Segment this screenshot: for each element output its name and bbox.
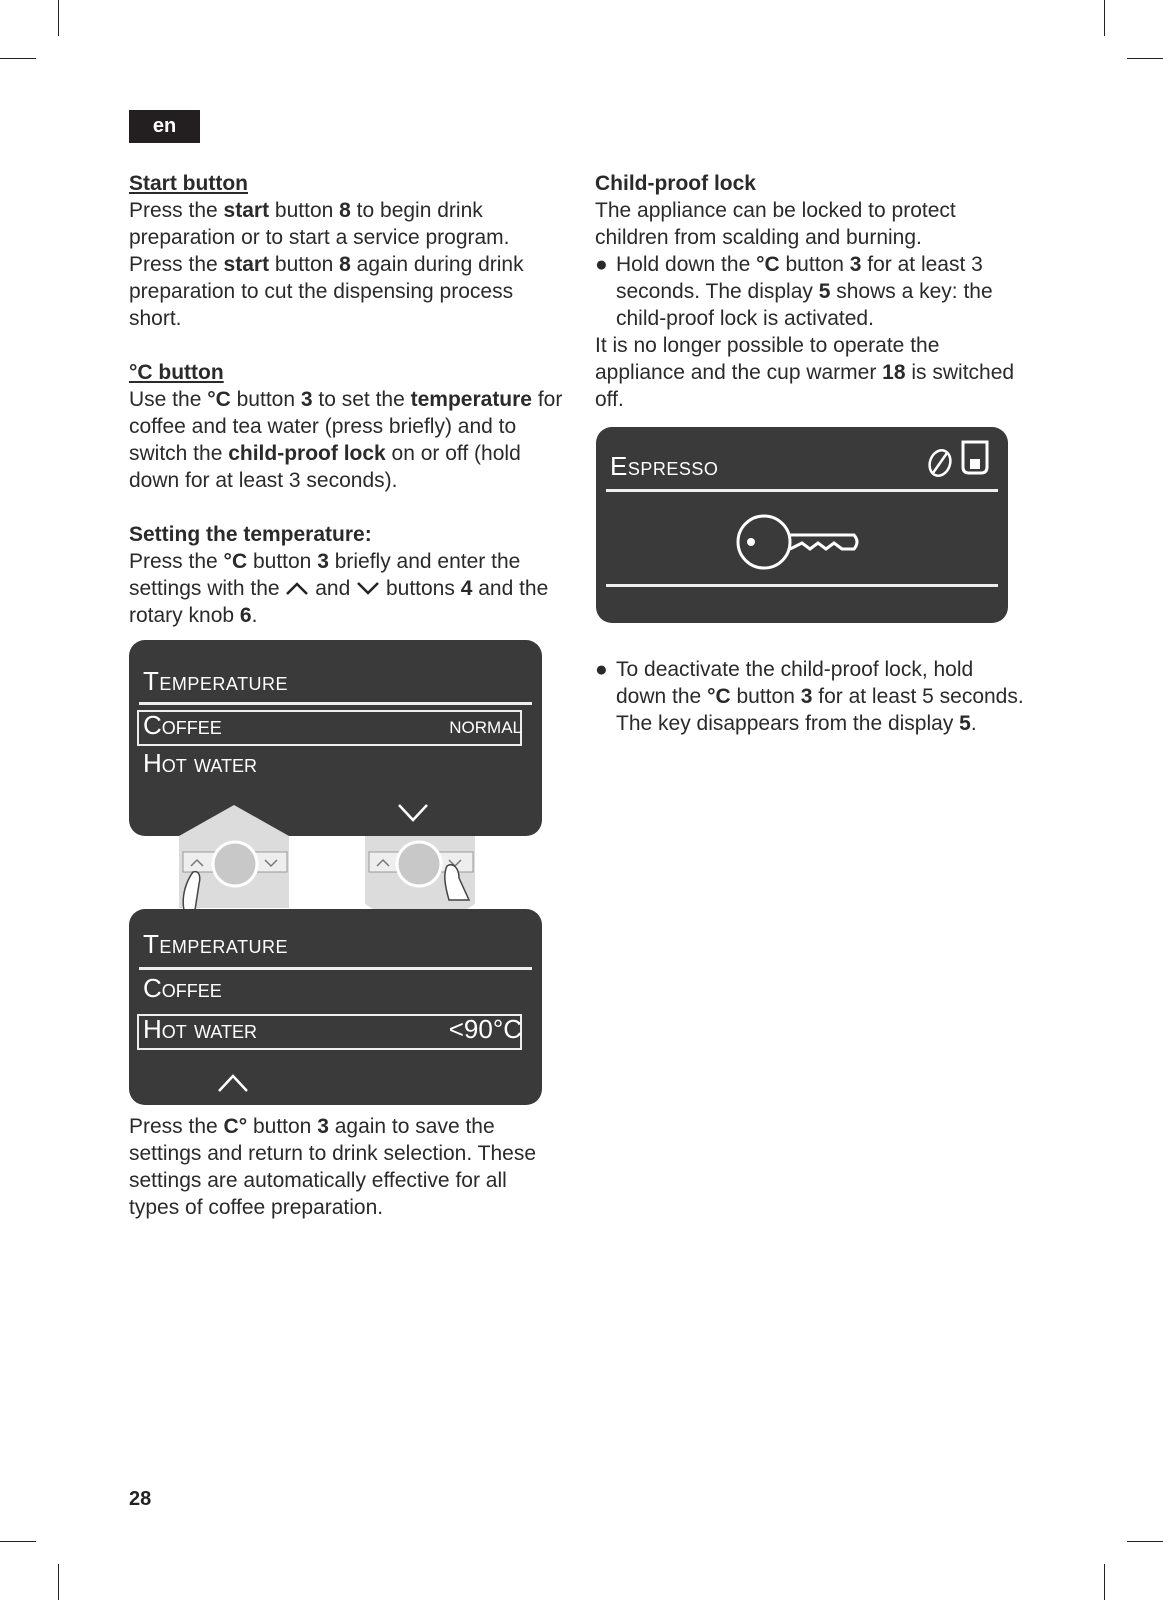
- crop-mark: [1127, 1541, 1163, 1542]
- hot-water-row-label: Hot water: [143, 1014, 257, 1044]
- hot-water-row-value: <90°C: [448, 1014, 522, 1044]
- save-settings-paragraph: Press the C° button 3 again to save the settings and return to drink selection. These settings are automatically effective for all types of coffee preparation.: [129, 1115, 537, 1219]
- c-button-paragraph: Use the °C button 3 to set the temperature for coffee and tea water (press briefly) and to switch the child-proof lock on or off (hold down for at least 3 seconds).: [129, 388, 563, 492]
- start-button-heading: Start button: [129, 172, 248, 195]
- hot-water-row-label: Hot water: [143, 748, 257, 778]
- pointer-up-shape: [179, 805, 289, 836]
- right-column: [595, 170, 1025, 413]
- chevron-down-icon: [356, 580, 380, 596]
- crop-mark: [1104, 0, 1105, 36]
- child-lock-display: [596, 427, 1008, 623]
- bullet-activate: ● Hold down the °C button 3 for at least 3 seconds. The display 5 shows a key: the child-proof lock is activated.: [595, 253, 993, 330]
- display-divider: [606, 584, 998, 587]
- lock-effect-paragraph: It is no longer possible to operate the appliance and the cup warmer 18 is switched off.: [595, 334, 1015, 411]
- page-number: 28: [129, 1488, 152, 1510]
- c-button-heading: °C button: [129, 361, 224, 384]
- coffee-bean-icon: [926, 447, 954, 479]
- display-title: Temperature: [143, 666, 289, 696]
- crop-mark: [58, 0, 59, 36]
- crop-mark: [1127, 58, 1163, 59]
- crop-mark: [1104, 1564, 1105, 1600]
- bullet-deactivate: ● To deactivate the child-proof lock, hold down the °C button 3 for at least 5 seconds. The key disappears from the display 5.: [595, 658, 1024, 735]
- coffee-row-label: Coffee: [143, 710, 222, 740]
- display-divider: [139, 967, 532, 970]
- chevron-up-icon: [285, 580, 309, 596]
- display-divider: [139, 702, 532, 705]
- crop-mark: [0, 1541, 36, 1542]
- setting-temperature-paragraph: Press the °C button 3 briefly and enter the settings with the and buttons 4 and the rotary knob 6.: [129, 550, 549, 627]
- language-tag: en: [129, 110, 200, 143]
- chevron-up-icon: [216, 1072, 250, 1094]
- left-column: [129, 170, 569, 629]
- start-button-paragraph-1: Press the start button 8 to begin drink preparation or to start a service program.: [129, 199, 510, 249]
- coffee-row-value: normal: [449, 712, 522, 739]
- crop-mark: [0, 58, 36, 59]
- child-proof-lock-intro: The appliance can be locked to protect children from scalding and burning.: [595, 199, 956, 249]
- crop-mark: [58, 1564, 59, 1600]
- deactivate-section: [595, 656, 1025, 737]
- display-divider: [606, 489, 998, 492]
- display-title: Temperature: [143, 929, 289, 959]
- setting-temperature-heading: Setting the temperature:: [129, 523, 372, 546]
- cup-icon: [960, 439, 990, 477]
- start-button-paragraph-2: Press the start button 8 again during drink preparation to cut the dispensing process short.: [129, 253, 524, 330]
- temperature-display-hot-water: [129, 909, 542, 1105]
- display-title: Espresso: [610, 451, 719, 481]
- rotary-knob-icon: [397, 842, 441, 886]
- child-proof-lock-heading: Child-proof lock: [595, 172, 756, 195]
- key-icon: [734, 511, 864, 573]
- coffee-row-label: Coffee: [143, 973, 222, 1003]
- rotary-knob-icon: [213, 842, 257, 886]
